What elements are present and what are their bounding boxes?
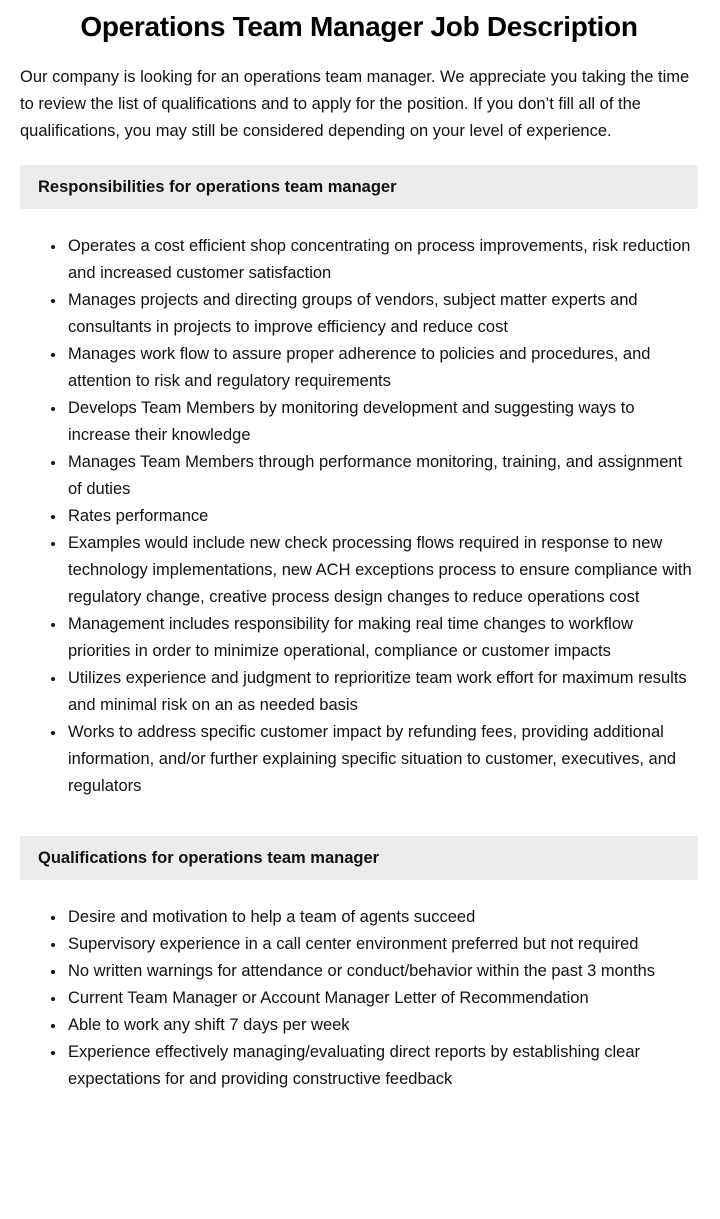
list-item: • Current Team Manager or Account Manager Letter of Recommendation (66, 985, 698, 1012)
list-item: • Works to address specific customer impact by refunding fees, providing additional information, and/or further explaining specific situation to customer, executives, and regulators (66, 719, 698, 800)
responsibilities-list (20, 233, 698, 800)
list-item: • Desire and motivation to help a team of agents succeed (66, 904, 698, 931)
list-item: • Utilizes experience and judgment to reprioritize team work effort for maximum results and minimal risk on an as needed basis (66, 665, 698, 719)
list-item: • Develops Team Members by monitoring development and suggesting ways to increase their knowledge (66, 395, 698, 449)
list-item: • Manages Team Members through performance monitoring, training, and assignment of duties (66, 449, 698, 503)
qualifications-section (20, 836, 698, 1093)
responsibilities-section (20, 165, 698, 800)
list-item: • Able to work any shift 7 days per week (66, 1012, 698, 1039)
list-item: • Rates performance (66, 503, 698, 530)
list-item: • Management includes responsibility for making real time changes to workflow priorities in order to minimize operational, compliance or customer impacts (66, 611, 698, 665)
list-item: • Examples would include new check processing flows required in response to new technology implementations, new ACH exceptions process to ensure compliance with regulatory change, creative process design changes to reduce operations cost (66, 530, 698, 611)
list-item: • No written warnings for attendance or conduct/behavior within the past 3 months (66, 958, 698, 985)
qualifications-list (20, 904, 698, 1093)
list-item: • Operates a cost efficient shop concentrating on process improvements, risk reduction and increased customer satisfaction (66, 233, 698, 287)
list-item: • Experience effectively managing/evaluating direct reports by establishing clear expectations for and providing constructive feedback (66, 1039, 698, 1093)
qualifications-heading: Qualifications for operations team manager (20, 836, 698, 880)
responsibilities-heading: Responsibilities for operations team manager (20, 165, 698, 209)
intro-paragraph: Our company is looking for an operations team manager. We appreciate you taking the time to review the list of qualifications and to apply for the position. If you don’t fill all of the qualifications, you may still be considered depending on your level of experience. (20, 67, 690, 140)
page-title: Operations Team Manager Job Description (80, 11, 638, 42)
list-item: • Supervisory experience in a call center environment preferred but not required (66, 931, 698, 958)
list-item: • Manages projects and directing groups of vendors, subject matter experts and consultants in projects to improve efficiency and reduce cost (66, 287, 698, 341)
list-item: • Manages work flow to assure proper adherence to policies and procedures, and attention to risk and regulatory requirements (66, 341, 698, 395)
